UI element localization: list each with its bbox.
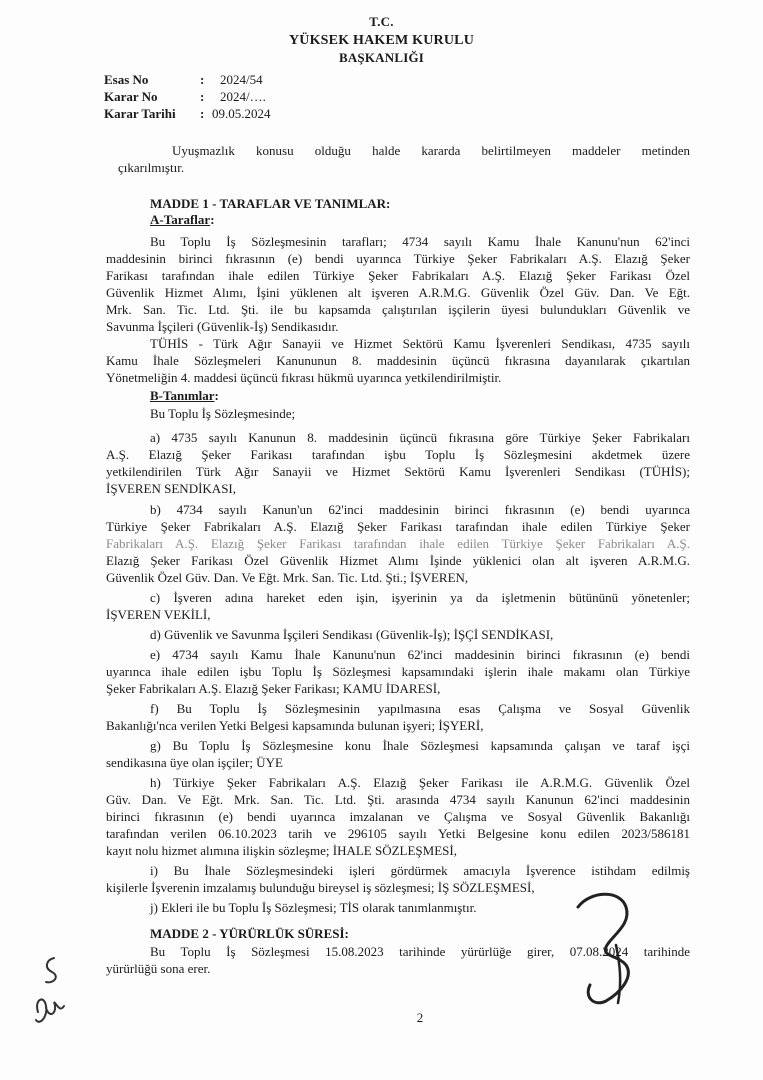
b-line-e3: Şeker Fabrikaları A.Ş. Elazığ Şeker Farikası; KAMU İDARESİ, <box>106 681 441 696</box>
signature-scribble <box>560 885 660 1015</box>
madde2-line-2: yürürlüğü sona erer. <box>106 961 211 976</box>
a-line-8: Kamu İhale Sözleşmeleri Kanununun 8. maddesinin üçüncü fıkrasına dayanılarak çıkartılan <box>106 353 690 368</box>
karar-colon: : <box>200 89 205 104</box>
a-line-6: Savunma İşçileri (Güvenlik-İş) Sendikasıdır. <box>106 319 339 334</box>
madde1-title: MADDE 1 - TARAFLAR VE TANIMLAR: <box>150 196 391 211</box>
a-line-7: TÜHİS - Türk Ağır Sanayii ve Hizmet Sektörü Kamu İşverenleri Sendikası, 4735 sayılı <box>150 336 690 351</box>
b-line-a3: yetkilendirilen Türk Ağır Sanayii ve Hizmet Sektörü Kamu İşverenleri Sendikası (TÜHİS); <box>106 464 690 479</box>
b-line-a1: a) 4735 sayılı Kanunun 8. maddesinin üçüncü fıkrasına göre Türkiye Şeker Fabrikaları <box>150 430 690 445</box>
b-line-a2: A.Ş. Elazığ Şeker Farikası tarafından işbu Toplu İş Sözleşmesini akdetmek üzere <box>106 447 690 462</box>
b-line-b1: b) 4734 sayılı Kanun'un 62'inci maddesinin birinci fıkrasının (e) bendi uyarınca <box>150 502 690 517</box>
esas-value: 2024/54 <box>220 72 263 87</box>
b-line-b5: Güvenlik Özel Güv. Dan. Ve Eğt. Mrk. San. Tic. Ltd. Şti.; İŞVEREN, <box>106 570 469 585</box>
meta-esas <box>104 72 263 88</box>
a-line-9: Yönetmeliğin 4. maddesi üçüncü fıkrası hükmü uyarınca yetkilendirilmiştir. <box>106 370 502 385</box>
karar-value: 2024/…. <box>220 89 266 104</box>
b-line-b3: Fabrikaları A.Ş. Elazığ Şeker Farikası tarafından ihale edilen Türkiye Şeker Fabrikaları A.Ş. <box>106 536 690 551</box>
header-department: BAŞKANLIĞI <box>338 50 425 65</box>
b-line-h4: tarafından verilen 06.10.2023 tarih ve 296105 sayılı Yetki Belgesine konu edilen 2023/586181 <box>106 826 690 841</box>
b-intro: Bu Toplu İş Sözleşmesinde; <box>150 406 296 421</box>
intro-line-1: Uyuşmazlık konusu olduğu halde kararda belirtilmeyen maddeler metinden <box>172 143 690 158</box>
esas-label: Esas No <box>104 72 149 87</box>
a-taraflar-label: A-Taraflar <box>150 212 211 227</box>
b-line-h1: h) Türkiye Şeker Fabrikaları A.Ş. Elazığ Şeker Farikası ile A.R.M.G. Güvenlik Özel <box>150 775 690 790</box>
madde2-line-1: Bu Toplu İş Sözleşmesi 15.08.2023 tarihinde yürürlüğe girer, 07.08.2024 tarihinde <box>150 944 690 959</box>
b-line-e2: uyarınca ihale edilen işbu Toplu İş Sözleşmesi kapsamındaki işlerin ihale makamı olan Türkiye <box>106 664 690 679</box>
a-line-1: Bu Toplu İş Sözleşmesinin tarafları; 4734 sayılı Kamu İhale Kanunu'nun 62'inci <box>150 234 690 249</box>
meta-karar <box>104 89 266 105</box>
b-line-f1: f) Bu Toplu İş Sözleşmesinin yapılmasına esas Çalışma ve Sosyal Güvenlik <box>150 701 690 716</box>
a-taraflar-title: A-Taraflar: <box>150 212 215 227</box>
karar-label: Karar No <box>104 89 158 104</box>
b-line-c2: İŞVEREN VEKİLİ, <box>106 607 211 622</box>
a-line-2: maddesinin birinci fıkrasının (e) bendi uyarınca Türkiye Şeker Fabrikaları A.Ş. Elazığ Şeker <box>106 251 690 266</box>
a-line-5: Mrk. San. Tic. Ltd. Şti. ile bu kapsamda çalıştırılan işçilerin üyesi bulundukları Güvenlik ve <box>106 302 690 317</box>
b-line-i2: kişilerle İşverenin imzalamış bulunduğu bireysel iş sözleşmesi; İŞ SÖZLEŞMESİ, <box>106 880 535 895</box>
header-tc: T.C. <box>369 14 394 29</box>
meta-tarih <box>104 106 271 122</box>
b-line-g2: sendikasına üye olan işçiler; ÜYE <box>106 755 283 770</box>
b-line-b2: Türkiye Şeker Fabrikaları A.Ş. Elazığ Şeker Farikası tarafından ihale edilen Türkiye Şeker <box>106 519 690 534</box>
madde2-title: MADDE 2 - YÜRÜRLÜK SÜRESİ: <box>150 926 349 941</box>
b-line-g1: g) Bu Toplu İş Sözleşmesine konu İhale Sözleşmesi kapsamında çalışan ve taraf işçi <box>150 738 690 753</box>
b-tanimlar-title: B-Tanımlar: <box>150 388 219 403</box>
b-tanimlar-label: B-Tanımlar <box>150 388 215 403</box>
tarih-label: Karar Tarihi <box>104 106 176 121</box>
b-line-b4: Elazığ Şeker Farikası Özel Güvenlik Hizmet Alımı İşinde yüklenici olan alt işveren A.R.M.G. <box>106 553 690 568</box>
b-line-e1: e) 4734 sayılı Kamu İhale Kanunu'nun 62'inci maddesinin birinci fıkrasının (e) bendi <box>150 647 690 662</box>
tarih-value: 09.05.2024 <box>212 106 271 121</box>
esas-colon: : <box>200 72 205 87</box>
header-institution: YÜKSEK HAKEM KURULU <box>288 33 475 48</box>
b-line-h2: Güv. Dan. Ve Eğt. Mrk. San. Tic. Ltd. Şti. arasında 4734 sayılı Kanunun 62'inci maddesinin <box>106 792 690 807</box>
b-line-a4: İŞVEREN SENDİKASI, <box>106 481 236 496</box>
b-line-i1: i) Bu İhale Sözleşmesindeki işleri gördürmek amacıyla İşverence istihdam edilmiş <box>150 863 690 878</box>
b-line-j: j) Ekleri ile bu Toplu İş Sözleşmesi; TİS olarak tanımlanmıştır. <box>150 900 477 915</box>
b-line-h5: kayıt nolu hizmet alımına ilişkin sözleşme; İHALE SÖZLEŞMESİ, <box>106 843 457 858</box>
b-line-c1: c) İşveren adına hareket eden işin, işyerinin ya da işletmenin bütününü yönetenler; <box>150 590 690 605</box>
intro-line-2: çıkarılmıştır. <box>118 160 185 175</box>
tarih-colon: : <box>200 106 205 121</box>
b-line-f2: Bakanlığı'nca verilen Yetki Belgesi kapsamında bulunan işyeri; İŞYERİ, <box>106 718 484 733</box>
a-line-3: Farikası tarafından ihale edilen Türkiye Şeker Fabrikaları A.Ş. Elazığ Şeker Farikası Özel <box>106 268 690 283</box>
b-line-d: d) Güvenlik ve Savunma İşçileri Sendikası (Güvenlik-İş); İŞÇİ SENDİKASI, <box>150 627 554 642</box>
page-number: 2 <box>416 1010 424 1025</box>
a-line-4: Güvenlik Hizmet Alımı, İşini yüklenen alt işveren A.R.M.G. Güvenlik Özel Güv. Dan. Ve Eğt. <box>106 285 690 300</box>
margin-initials <box>24 950 74 1050</box>
b-line-h3: birinci fıkrasının (e) bendi uyarınca imzalanan ve Çalışma ve Sosyal Güvenlik Bakanlığı <box>106 809 690 824</box>
